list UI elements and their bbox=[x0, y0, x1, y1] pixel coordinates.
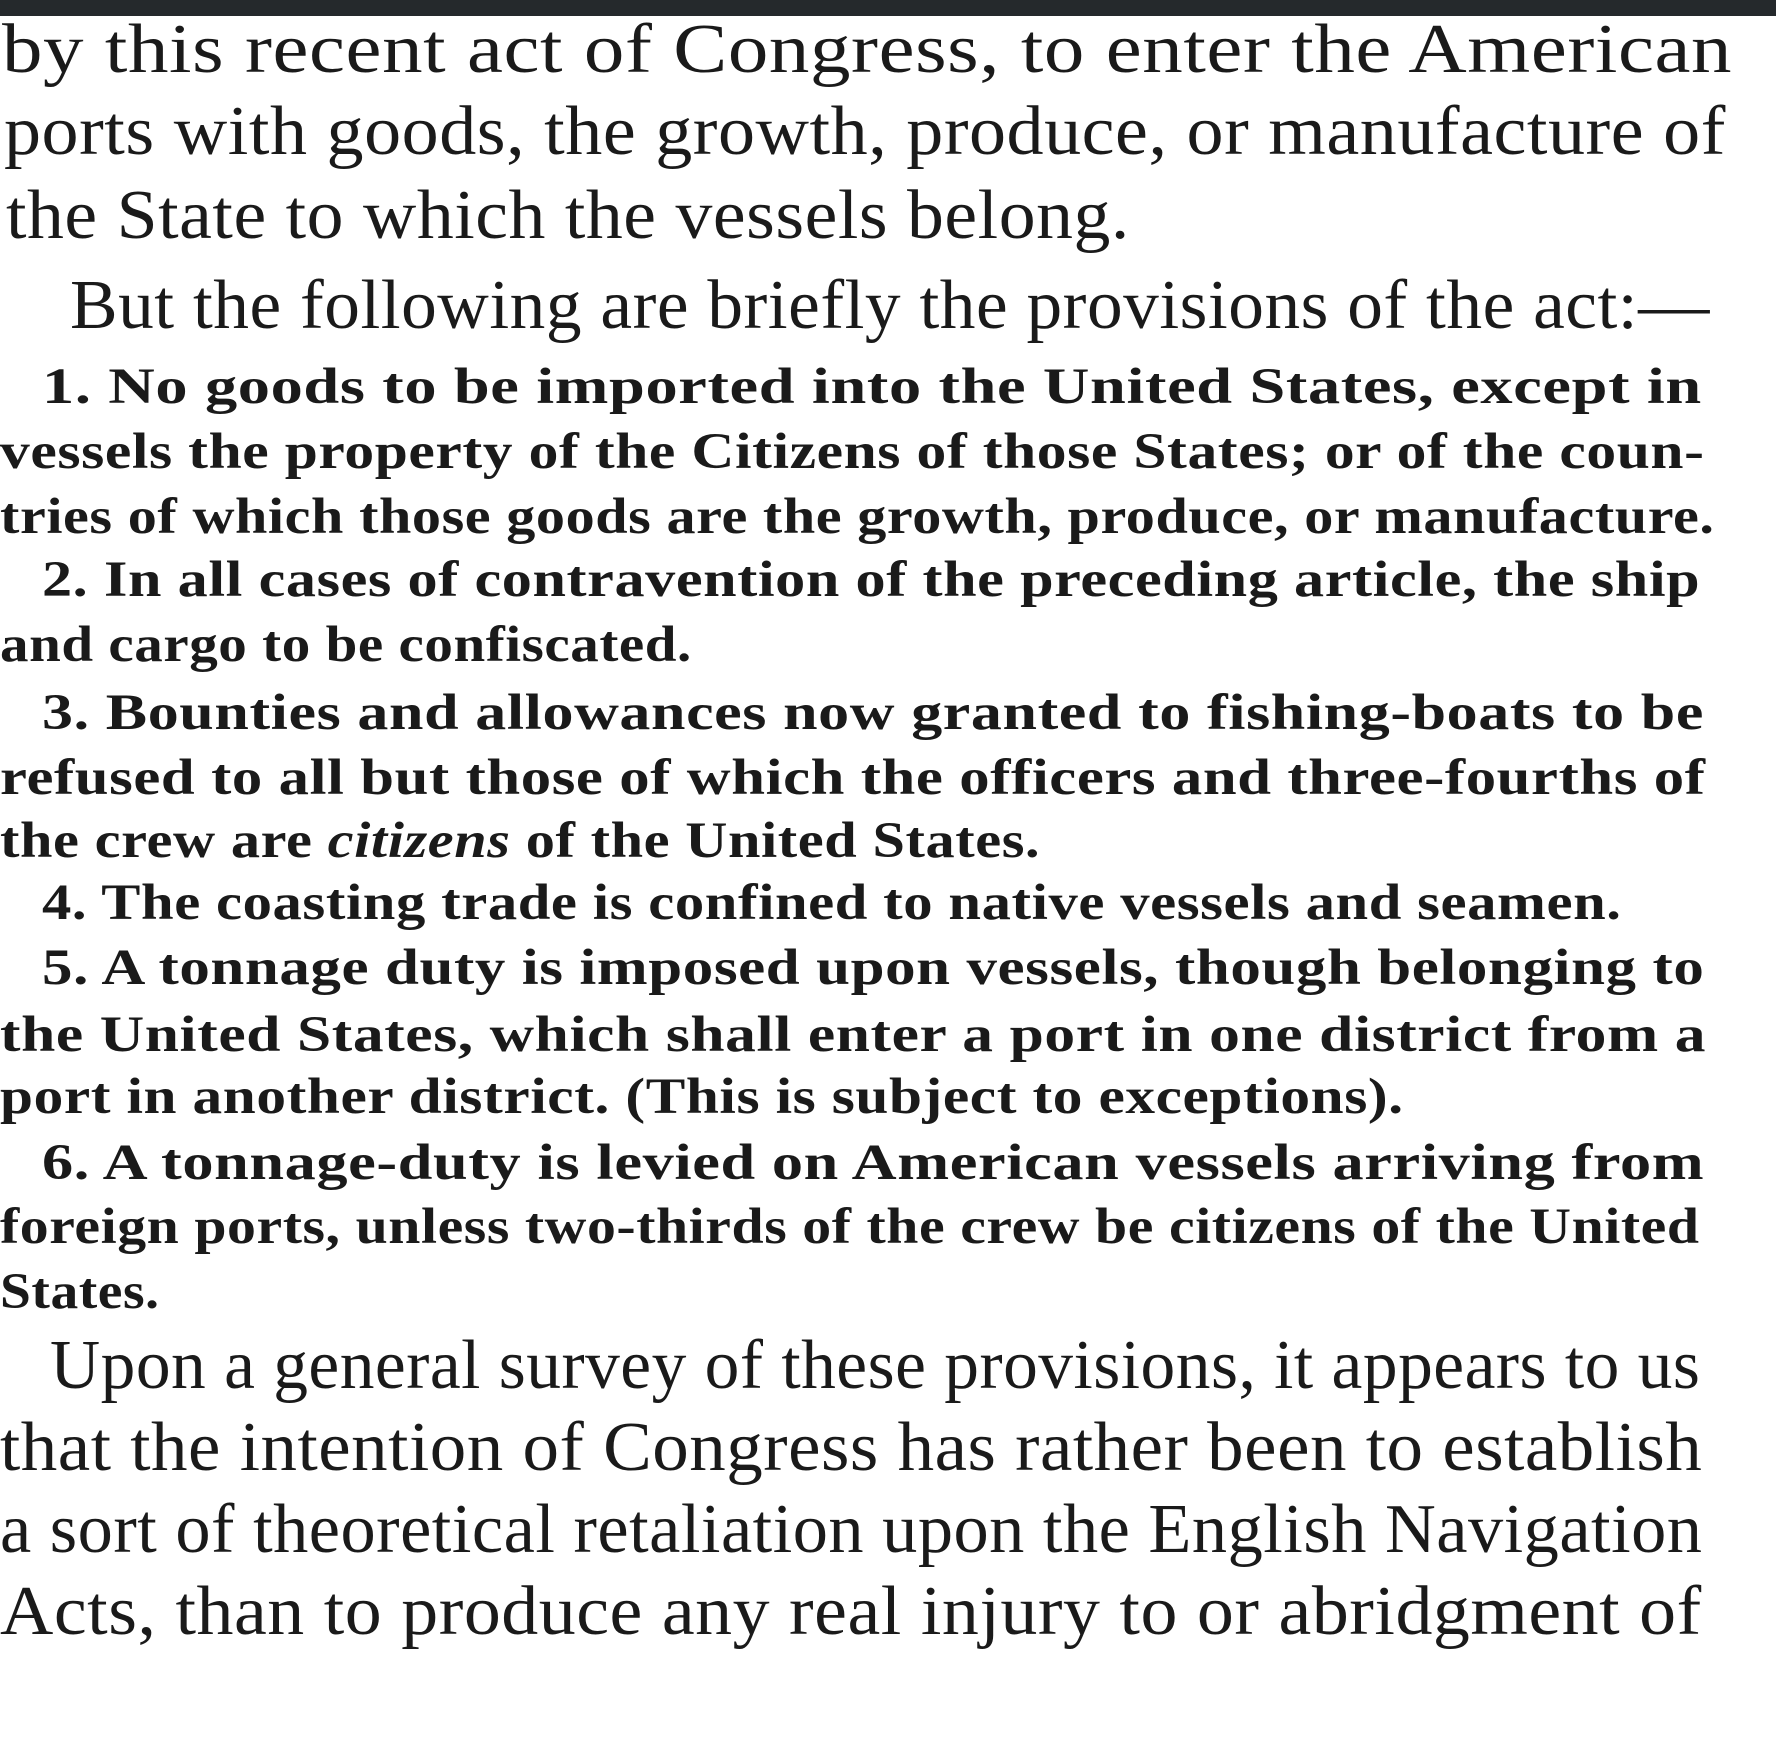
text-line: 5. A tonnage duty is imposed upon vessels, though belonging to bbox=[42, 940, 1705, 996]
text-line: ports with goods, the growth, produce, or manufacture of bbox=[4, 93, 1726, 170]
text-line: refused to all but those of which the officers and three-fourths of bbox=[0, 750, 1706, 806]
text-line: foreign ports, unless two-thirds of the crew be citizens of the United bbox=[0, 1199, 1700, 1255]
text-line: by this recent act of Congress, to enter the American bbox=[2, 16, 1733, 88]
text-segment: the crew are bbox=[0, 813, 328, 869]
text-line: a sort of theoretical retaliation upon the English Navigation bbox=[0, 1491, 1703, 1568]
text-line: the United States, which shall enter a port in one district from a bbox=[0, 1007, 1707, 1063]
text-line: 1. No goods to be imported into the United States, except in bbox=[42, 359, 1702, 415]
text-line: Acts, than to produce any real injury to or abridgment of bbox=[0, 1573, 1702, 1650]
text-line: the State to which the vessels belong. bbox=[6, 177, 1130, 254]
text-line: port in another district. (This is subject to exceptions). bbox=[0, 1069, 1404, 1125]
text-line: Upon a general survey of these provisions, it appears to us bbox=[50, 1327, 1701, 1404]
text-line: tries of which those goods are the growth, produce, or manufacture. bbox=[0, 489, 1715, 545]
text-line: that the intention of Congress has rather been to establish bbox=[0, 1409, 1703, 1486]
text-line: 6. A tonnage-duty is levied on American vessels arriving from bbox=[42, 1135, 1705, 1191]
text-line: and cargo to be confiscated. bbox=[0, 617, 692, 673]
text-line: 3. Bounties and allowances now granted to fishing-boats to be bbox=[42, 685, 1704, 741]
text-line: 2. In all cases of contravention of the preceding article, the ship bbox=[42, 552, 1701, 608]
top-bar bbox=[0, 0, 1776, 16]
text-line: States. bbox=[0, 1264, 160, 1320]
text-line: But the following are briefly the provisions of the act:— bbox=[70, 267, 1710, 344]
text-line: 4. The coasting trade is confined to native vessels and seamen. bbox=[42, 875, 1622, 931]
text-line: vessels the property of the Citizens of those States; or of the coun- bbox=[0, 424, 1705, 480]
text-segment: of the United States. bbox=[510, 813, 1041, 869]
text-line bbox=[0, 812, 1040, 870]
scanned-page bbox=[0, 16, 1776, 1744]
italic-word: citizens bbox=[327, 813, 511, 869]
